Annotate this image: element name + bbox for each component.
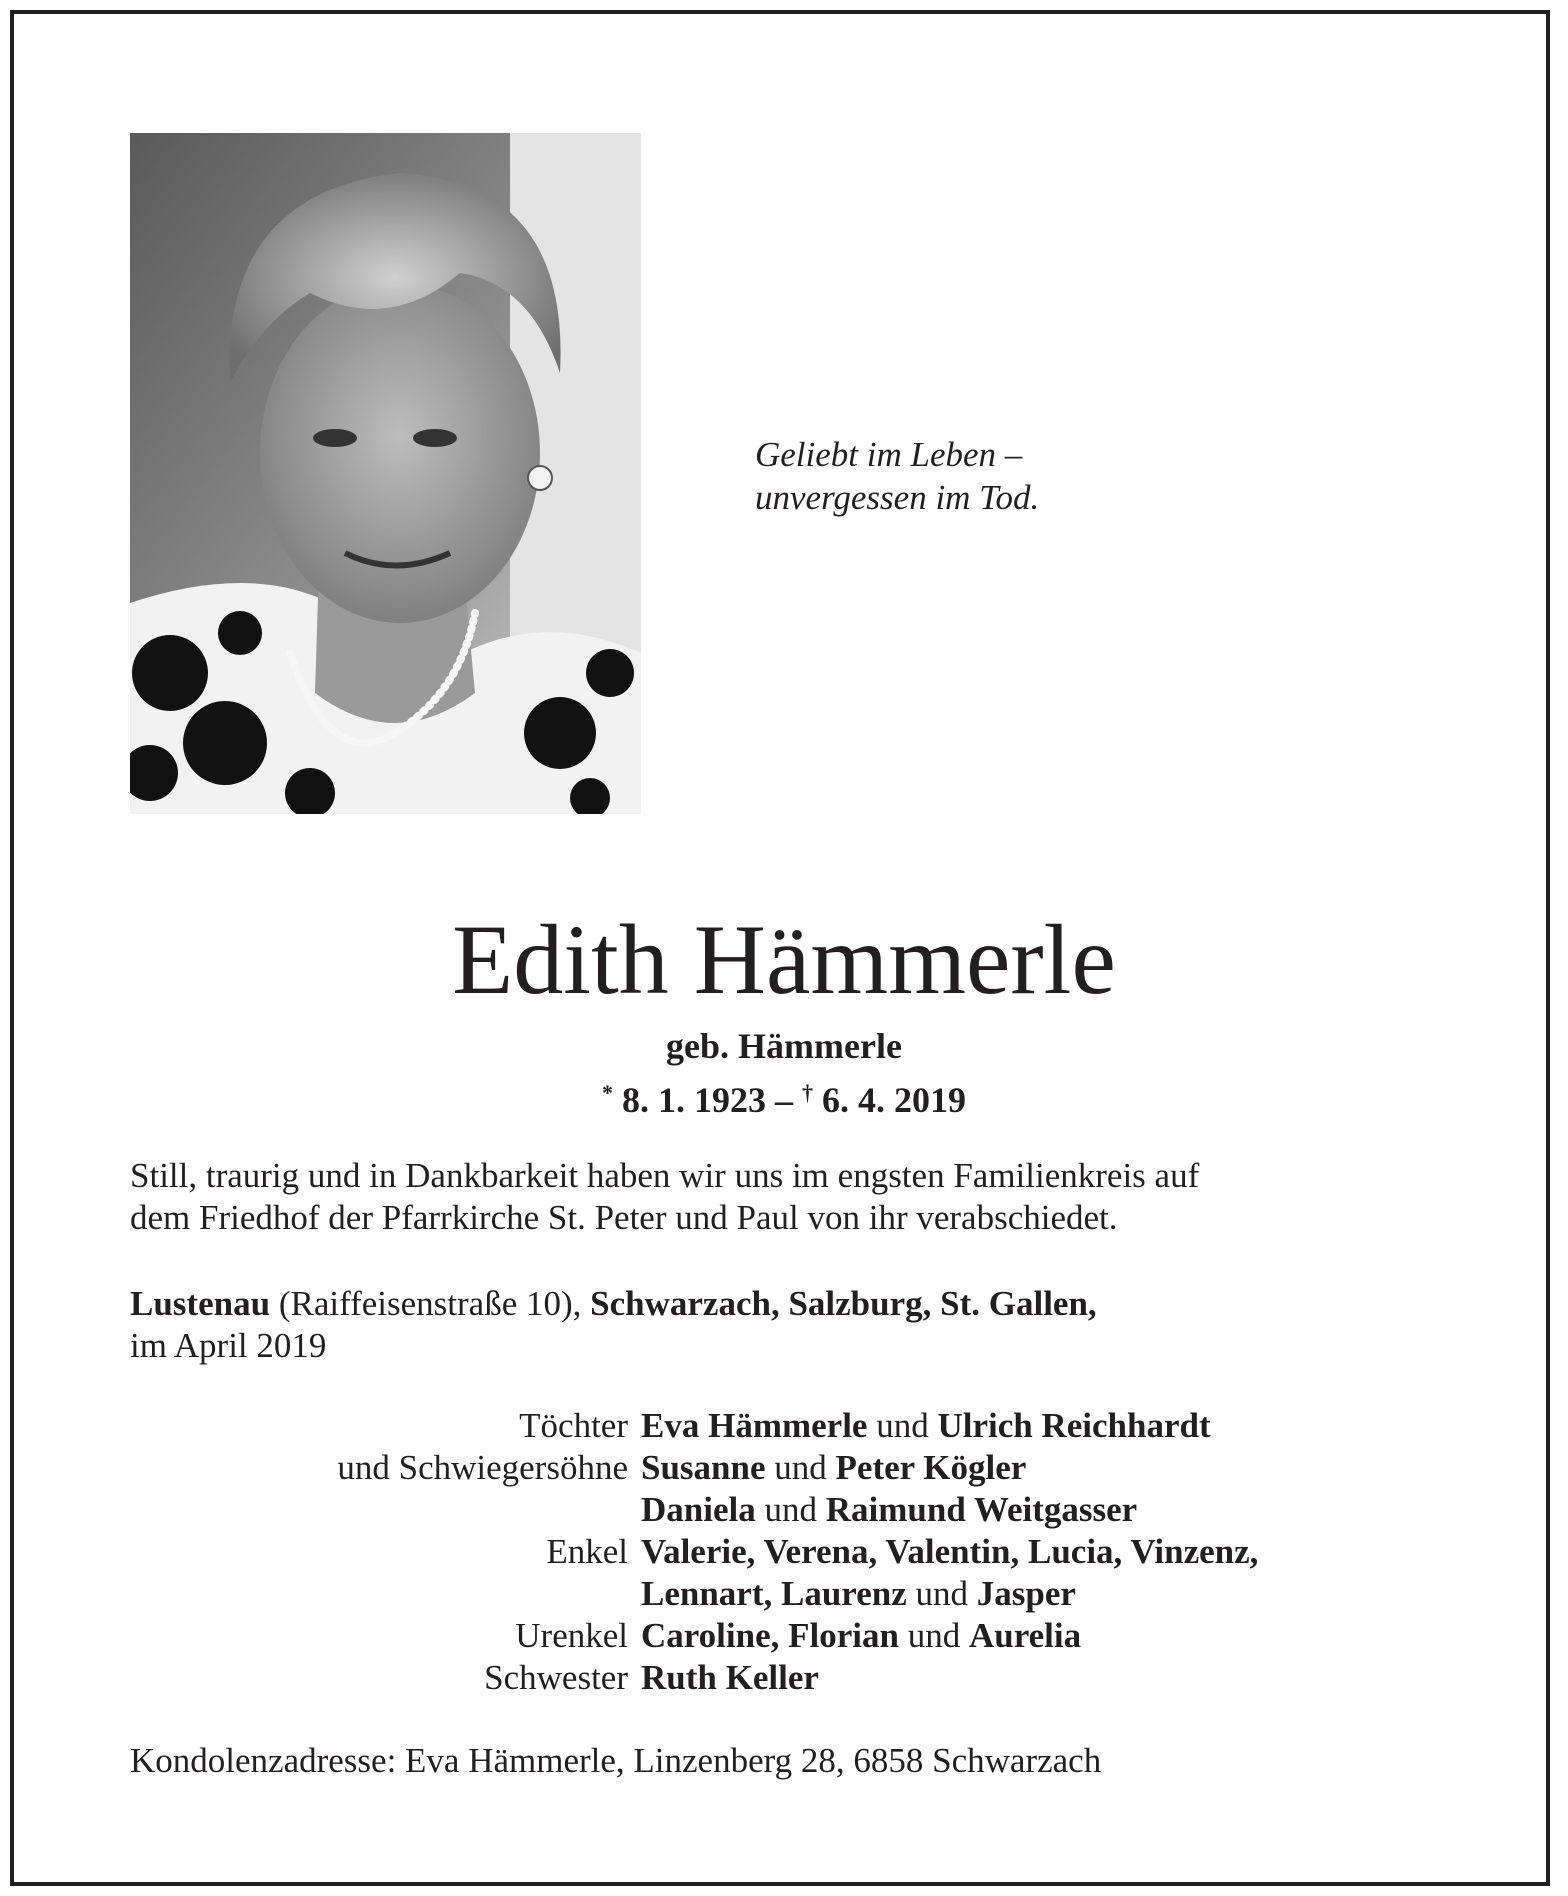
relative-name: Aurelia: [968, 1616, 1082, 1655]
motto-line-1: Geliebt im Leben –: [755, 435, 1023, 474]
portrait-photo-image: [130, 133, 641, 814]
relative-names: [641, 1489, 1137, 1531]
relative-names: [641, 1657, 819, 1699]
relative-names: [641, 1573, 1076, 1615]
relative-connector: und: [906, 1574, 977, 1613]
date-separator: –: [766, 1080, 802, 1120]
place-town: Lustenau: [130, 1284, 271, 1323]
relative-connector: und: [898, 1616, 969, 1655]
relative-label: Töchter: [519, 1406, 628, 1445]
relative-row: [0, 1489, 1568, 1531]
relative-connector: und: [755, 1490, 826, 1529]
relative-name: Raimund Weitgasser: [825, 1490, 1138, 1529]
death-symbol: †: [802, 1080, 813, 1105]
relative-row: [0, 1447, 1568, 1489]
relative-name: Jasper: [976, 1574, 1076, 1613]
life-dates: [0, 1070, 1568, 1123]
condolence-address: Kondolenzadresse: Eva Hämmerle, Linzenberg 28, 6858 Schwarzach: [130, 1741, 1102, 1780]
relative-label: Urenkel: [515, 1616, 628, 1655]
relative-name: Ulrich Reichhardt: [937, 1406, 1211, 1445]
farewell-line-1: Still, traurig und in Dankbarkeit haben wir uns im engsten Familienkreis auf: [130, 1156, 1200, 1195]
relative-name: Lennart, Laurenz: [641, 1574, 907, 1613]
motto-line-2: unvergessen im Tod.: [755, 478, 1040, 517]
farewell-line-2: dem Friedhof der Pfarrkirche St. Peter und Paul von ihr verabschiedet.: [130, 1198, 1118, 1237]
portrait-photo: [130, 133, 641, 814]
relative-connector: und: [765, 1448, 836, 1487]
place-line: [130, 1283, 1460, 1325]
relative-label: und Schwiegersöhne: [337, 1448, 628, 1487]
relative-row: [0, 1405, 1568, 1447]
place-and-date: [130, 1283, 1460, 1367]
motto: [755, 433, 1039, 519]
relative-name: Valerie, Verena, Valentin, Lucia, Vinzenz,: [641, 1532, 1259, 1571]
relative-name: Daniela: [641, 1490, 756, 1529]
relative-name: Ruth Keller: [641, 1658, 819, 1697]
relative-names: [641, 1447, 1026, 1489]
relative-names: [641, 1615, 1081, 1657]
farewell-text: [130, 1155, 1460, 1239]
birth-date: 8. 1. 1923: [622, 1080, 766, 1120]
maiden-name: geb. Hämmerle: [666, 1026, 902, 1066]
relative-name: Eva Hämmerle: [641, 1406, 868, 1445]
relative-label: Enkel: [546, 1532, 628, 1571]
relative-row: [0, 1615, 1568, 1657]
relative-row: [0, 1573, 1568, 1615]
relative-row: [0, 1657, 1568, 1699]
relative-connector: und: [867, 1406, 938, 1445]
relative-row: [0, 1531, 1568, 1573]
relative-names: [641, 1405, 1211, 1447]
place-address: (Raiffeisenstraße 10),: [270, 1284, 591, 1323]
place-others: Schwarzach, Salzburg, St. Gallen,: [590, 1284, 1097, 1323]
date-line: im April 2019: [130, 1326, 327, 1365]
birth-symbol: *: [602, 1080, 613, 1105]
relative-name: Caroline, Florian: [641, 1616, 899, 1655]
deceased-name: Edith Hämmerle: [452, 904, 1116, 1015]
relative-name: Peter Kögler: [835, 1448, 1027, 1487]
relative-names: [641, 1531, 1258, 1573]
relative-label: Schwester: [484, 1658, 628, 1697]
relative-name: Susanne: [641, 1448, 766, 1487]
death-date: 6. 4. 2019: [822, 1080, 966, 1120]
